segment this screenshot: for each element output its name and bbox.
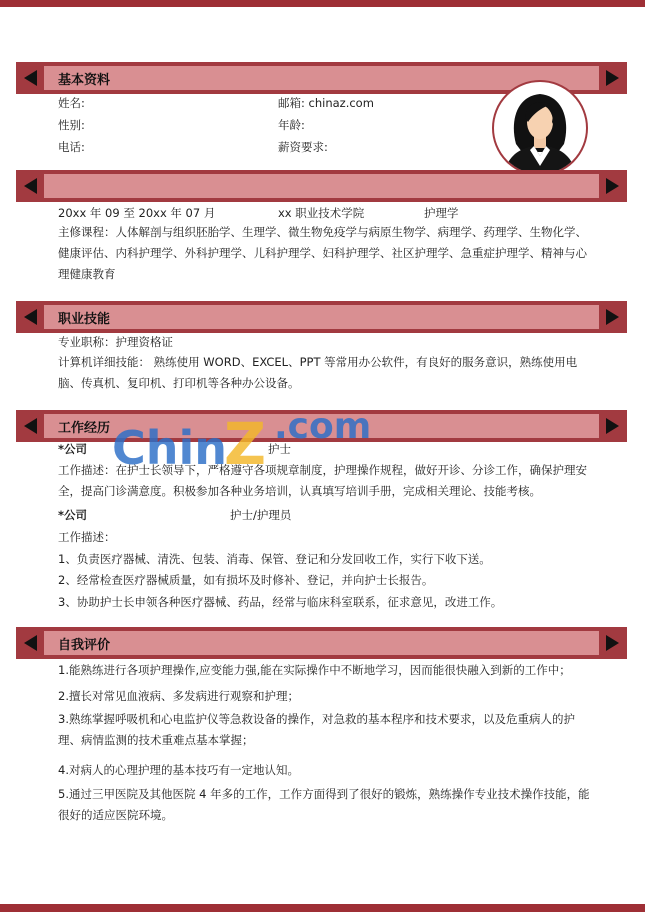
arrow-right-icon xyxy=(606,418,619,434)
person-icon xyxy=(494,82,586,174)
gender-label: 性别: xyxy=(58,118,85,132)
job2-company: *公司 xyxy=(58,508,88,522)
email-label: 邮箱: chinaz.com xyxy=(278,96,374,110)
watermark-text-left: Chin xyxy=(112,421,228,475)
job1-company: *公司 xyxy=(58,442,88,456)
section-header-education xyxy=(16,170,627,202)
edu-period: 20xx 年 09 至 20xx 年 07 月 xyxy=(58,206,216,220)
job1-role: 护士 xyxy=(268,442,291,456)
self-eval-item: 1.能熟练进行各项护理操作,应变能力强,能在实际操作中不断地学习，因而能很快融入到新的工作中； xyxy=(58,663,571,677)
watermark-text-right: .com xyxy=(274,406,372,447)
arrow-right-icon xyxy=(606,635,619,651)
edu-school: xx 职业技术学院 xyxy=(278,206,365,220)
arrow-left-icon xyxy=(24,178,37,194)
job2-desc-label: 工作描述： xyxy=(58,530,116,544)
top-border xyxy=(0,0,645,7)
arrow-right-icon xyxy=(606,70,619,86)
arrow-left-icon xyxy=(24,309,37,325)
edu-major: 护理学 xyxy=(424,206,459,220)
self-eval-item: 5.通过三甲医院及其他医院 4 年多的工作，工作方面得到了很好的锻炼，熟练操作专业技术操作技能，能很好的适应医院环境。 xyxy=(58,787,590,822)
job2-item: 1、负责医疗器械、清洗、包装、消毒、保管、登记和分发回收工作，实行下收下送。 xyxy=(58,552,491,566)
bottom-border xyxy=(0,904,645,912)
section-header-self xyxy=(16,627,627,659)
job1-desc: 工作描述：在护士长领导下，严格遵守各项规章制度，护理操作规程，做好开诊、分诊工作，确保护理安全，提高门诊满意度。积极参加各种业务培训，认真填写培训手册，完成相关理论、技能考核。 xyxy=(58,463,587,498)
watermark-logo-letter: Z xyxy=(224,410,267,478)
self-eval-item: 3.熟练掌握呼吸机和心电监护仪等急救设备的操作，对急救的基本程序和技术要求，以及危重病人的护理、病情监测的技术重难点基本掌握； xyxy=(58,712,575,747)
section-header-work xyxy=(16,410,627,442)
job2-item: 3、协助护士长申领各种医疗器械、药品，经常与临床科室联系，征求意见，改进工作。 xyxy=(58,595,503,609)
skill-title-line: 专业职称：护理资格证 xyxy=(58,335,173,349)
avatar xyxy=(492,80,588,176)
section-title: 基本资料 xyxy=(58,73,111,88)
salary-label: 薪资要求: xyxy=(278,140,328,154)
section-header-skills xyxy=(16,301,627,333)
job2-role: 护士/护理员 xyxy=(230,508,292,522)
phone-label: 电话: xyxy=(58,140,85,154)
job2-item: 2、经常检查医疗器械质量，如有损坏及时修补、登记，并向护士长报告。 xyxy=(58,573,434,587)
age-label: 年龄: xyxy=(278,118,305,132)
self-eval-item: 4.对病人的心理护理的基本技巧有一定地认知。 xyxy=(58,763,299,777)
section-title: 职业技能 xyxy=(58,312,111,327)
section-title: 自我评价 xyxy=(58,638,111,653)
name-label: 姓名: xyxy=(58,96,85,110)
self-eval-item: 2.擅长对常见血液病、多发病进行观察和护理； xyxy=(58,689,299,703)
arrow-right-icon xyxy=(606,309,619,325)
section-title: 工作经历 xyxy=(58,421,111,436)
arrow-left-icon xyxy=(24,635,37,651)
arrow-right-icon xyxy=(606,178,619,194)
edu-courses: 主修课程：人体解剖与组织胚胎学、生理学、微生物免疫学与病原生物学、病理学、药理学、生物化学、健康评估、内科护理学、外科护理学、儿科护理学、妇科护理学、社区护理学、急重症护理学、精神与心理健康教育 xyxy=(58,225,587,281)
arrow-left-icon xyxy=(24,418,37,434)
skill-computer: 计算机详细技能： 熟练使用 WORD、EXCEL、PPT 等常用办公软件，有良好的服务意识，熟练使用电脑、传真机、复印机、打印机等各种办公设备。 xyxy=(58,355,578,390)
arrow-left-icon xyxy=(24,70,37,86)
